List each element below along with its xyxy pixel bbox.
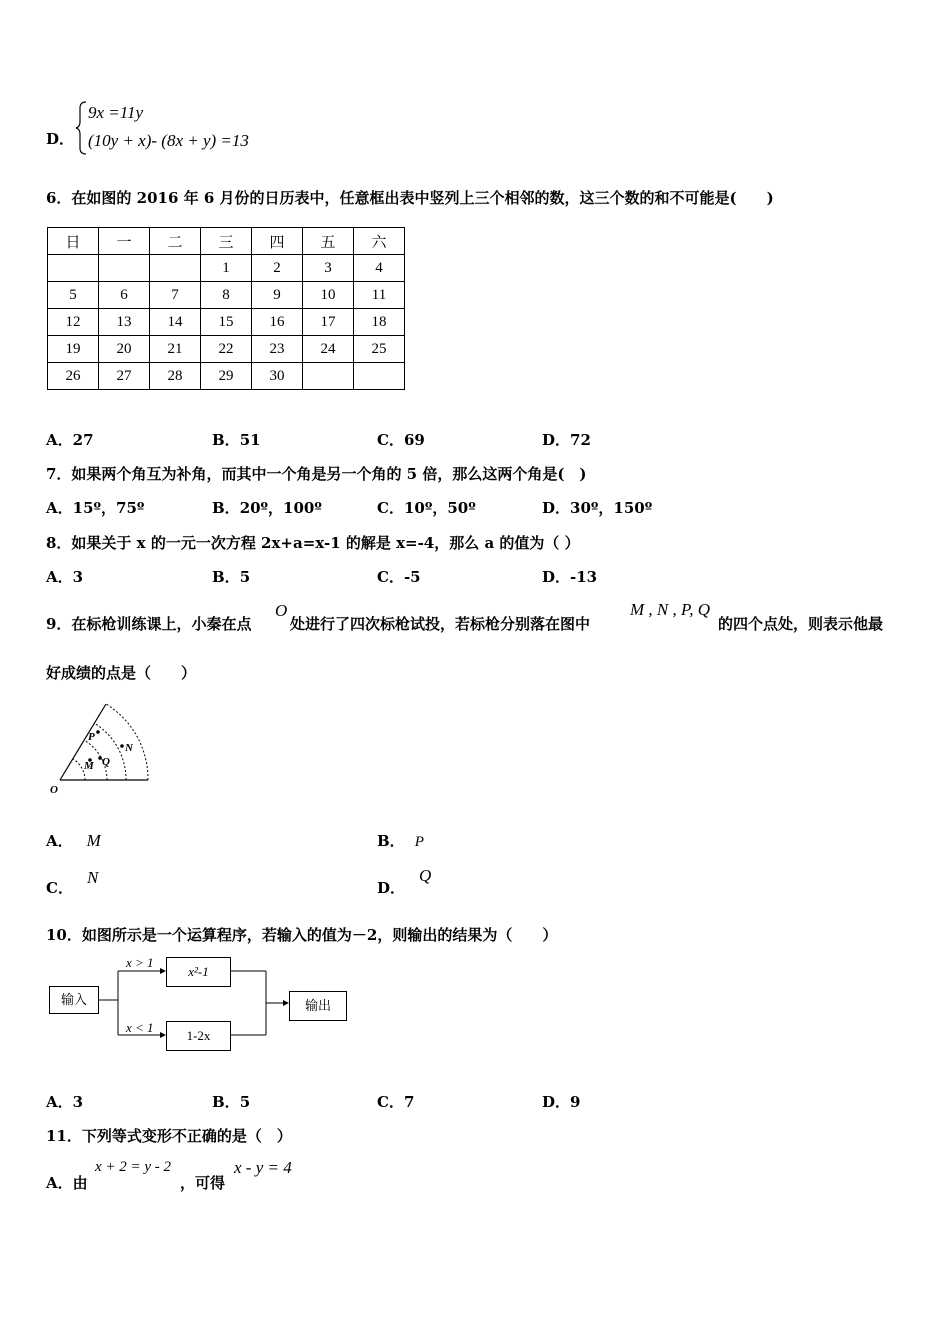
q6-question: 6．在如图的 2016 年 6 月份的日历表中，任意框出表中竖列上三个相邻的数，这三个数的和不可能是( ) xyxy=(46,189,774,207)
point-q-label: Q xyxy=(102,756,110,768)
option-label: B． xyxy=(212,568,240,586)
q9-question-part3: 的四个点处，则表示他最 xyxy=(718,615,884,633)
q9-point-o: O xyxy=(275,601,288,620)
calendar-cell: 29 xyxy=(201,363,252,390)
q6-option-d[interactable] xyxy=(542,429,591,450)
option-value: 69 xyxy=(403,431,425,449)
sector-side-line xyxy=(60,704,106,780)
q8-option-c[interactable] xyxy=(377,566,421,587)
option-label: D． xyxy=(542,1093,571,1111)
option-value: 72 xyxy=(570,431,591,449)
option-label: A． xyxy=(46,499,73,517)
calendar-header: 三 xyxy=(201,228,252,255)
calendar-header: 一 xyxy=(99,228,150,255)
option-value: 9 xyxy=(570,1093,581,1111)
option-value: M xyxy=(86,831,101,850)
option-label: C． xyxy=(377,568,404,586)
q11-option-a-label: A．由 xyxy=(46,1174,88,1192)
q11-option-a-mid: ，可得 xyxy=(180,1174,226,1192)
calendar-cell: 13 xyxy=(99,309,150,336)
point-p-dot xyxy=(96,730,100,734)
option-label: A． xyxy=(46,832,73,850)
calendar-cell: 16 xyxy=(252,309,303,336)
option-value: 7 xyxy=(403,1093,415,1111)
q6-option-b[interactable] xyxy=(212,429,261,450)
calendar-header: 二 xyxy=(150,228,201,255)
calendar-row xyxy=(48,282,405,309)
calendar-cell: 25 xyxy=(354,336,405,363)
javelin-sector-figure xyxy=(44,696,160,798)
q5-equation-2: (10y + x)- (8x + y) =13 xyxy=(88,131,249,150)
q9-question-line2: 好成绩的点是（ ） xyxy=(46,664,197,682)
calendar-row xyxy=(48,255,405,282)
q9-option-d[interactable] xyxy=(377,866,432,898)
calendar-cell: 11 xyxy=(354,282,405,309)
calendar-cell: 10 xyxy=(303,282,354,309)
calendar-cell: 9 xyxy=(252,282,303,309)
q11-question: 11．下列等式变形不正确的是（ ） xyxy=(46,1127,292,1145)
q9-option-c[interactable] xyxy=(46,868,99,898)
point-n-dot xyxy=(120,744,124,748)
point-p-label: P xyxy=(88,731,95,743)
calendar-cell: 12 xyxy=(48,309,99,336)
option-label: A． xyxy=(46,568,73,586)
option-label: B． xyxy=(377,832,405,850)
option-value: -5 xyxy=(403,568,421,586)
calendar-cell: 4 xyxy=(354,255,405,282)
calendar-cell: 23 xyxy=(252,336,303,363)
q8-option-b[interactable] xyxy=(212,566,250,587)
option-value: 5 xyxy=(239,1093,251,1111)
flow-expr-bottom-box: 1-2x xyxy=(166,1021,231,1051)
q7-option-b[interactable] xyxy=(212,497,322,518)
q9-question-part1: 9．在标枪训练课上，小秦在点 xyxy=(46,615,252,633)
calendar-cell: 6 xyxy=(99,282,150,309)
flow-input-box: 输入 xyxy=(49,986,99,1014)
q9-option-a[interactable] xyxy=(46,830,101,851)
option-value: 27 xyxy=(72,431,94,449)
brace-icon xyxy=(74,100,88,156)
q10-option-d[interactable] xyxy=(542,1091,580,1112)
q7-option-a[interactable] xyxy=(46,497,144,518)
point-o-label: O xyxy=(50,784,58,796)
q10-option-c[interactable] xyxy=(377,1091,414,1112)
option-value: N xyxy=(86,868,99,887)
calendar-cell xyxy=(99,255,150,282)
calendar-cell xyxy=(48,255,99,282)
option-value: 30º，150º xyxy=(570,499,653,517)
calendar-cell: 20 xyxy=(99,336,150,363)
q6-option-c[interactable] xyxy=(377,429,425,450)
calendar-cell: 5 xyxy=(48,282,99,309)
option-label: D． xyxy=(377,879,406,897)
q5-equation-1: 9x =11y xyxy=(88,103,144,122)
option-label: B． xyxy=(212,499,240,517)
option-value: 15º，75º xyxy=(72,499,145,517)
option-value: 3 xyxy=(72,1093,84,1111)
calendar-cell: 30 xyxy=(252,363,303,390)
calendar-cell: 7 xyxy=(150,282,201,309)
calendar-row xyxy=(48,363,405,390)
option-value: 5 xyxy=(239,568,251,586)
option-value: 20º，100º xyxy=(239,499,322,517)
q11-option-a-equation-1: x + 2 = y - 2 xyxy=(95,1159,172,1175)
calendar-cell: 21 xyxy=(150,336,201,363)
q9-points: M , N , P, Q xyxy=(630,600,710,619)
calendar-cell: 1 xyxy=(201,255,252,282)
calendar-row xyxy=(48,309,405,336)
option-label: C． xyxy=(377,499,404,517)
option-label: D． xyxy=(542,431,571,449)
q8-question: 8．如果关于 x 的一元一次方程 2x+a=x-1 的解是 x=-4，那么 a 的值为（ ） xyxy=(46,534,580,552)
option-label: D． xyxy=(542,499,571,517)
option-label: B． xyxy=(212,431,240,449)
calendar-cell xyxy=(354,363,405,390)
calendar-table xyxy=(47,227,405,390)
calendar-cell: 18 xyxy=(354,309,405,336)
calendar-cell xyxy=(303,363,354,390)
q10-option-b[interactable] xyxy=(212,1091,250,1112)
calendar-cell: 2 xyxy=(252,255,303,282)
option-label: C． xyxy=(377,431,404,449)
q11-option-a-equation-2: x - y = 4 xyxy=(234,1158,292,1177)
q10-question: 10．如图所示是一个运算程序，若输入的值为－2，则输出的结果为（ ） xyxy=(46,926,558,944)
flow-expr-top-box: x²-1 xyxy=(166,957,231,987)
calendar-cell: 19 xyxy=(48,336,99,363)
option-label: A． xyxy=(46,431,73,449)
q7-question: 7．如果两个角互为补角，而其中一个角是另一个角的 5 倍，那么这两个角是( ) xyxy=(46,465,587,483)
option-value: P xyxy=(414,834,424,850)
calendar-header: 四 xyxy=(252,228,303,255)
flow-condition-bottom: x < 1 xyxy=(126,1020,154,1035)
q9-option-b[interactable] xyxy=(377,830,424,851)
option-label: D． xyxy=(542,568,571,586)
q7-option-d[interactable] xyxy=(542,497,652,518)
q9-question-part2: 处进行了四次标枪试投，若标枪分别落在图中 xyxy=(290,615,591,633)
point-m-label: M xyxy=(84,760,94,772)
calendar-cell: 15 xyxy=(201,309,252,336)
calendar-cell xyxy=(150,255,201,282)
calendar-cell: 26 xyxy=(48,363,99,390)
q6-option-a[interactable] xyxy=(46,429,94,450)
calendar-header-row xyxy=(48,228,405,255)
option-value: 3 xyxy=(72,568,84,586)
flow-condition-top: x > 1 xyxy=(126,955,154,970)
calendar-cell: 8 xyxy=(201,282,252,309)
calendar-cell: 28 xyxy=(150,363,201,390)
calendar-cell: 27 xyxy=(99,363,150,390)
calendar-header: 六 xyxy=(354,228,405,255)
calendar-cell: 22 xyxy=(201,336,252,363)
option-value: 10º，50º xyxy=(403,499,476,517)
calendar-cell: 17 xyxy=(303,309,354,336)
calendar-header: 日 xyxy=(48,228,99,255)
q8-option-d[interactable] xyxy=(542,566,597,587)
q7-option-c[interactable] xyxy=(377,497,476,518)
calendar-cell: 3 xyxy=(303,255,354,282)
option-value: 51 xyxy=(239,431,261,449)
flow-output-box: 输出 xyxy=(289,991,347,1021)
option-label: A． xyxy=(46,1093,73,1111)
q10-option-a[interactable] xyxy=(46,1091,83,1112)
calendar-cell: 24 xyxy=(303,336,354,363)
q5-option-d-label: D． xyxy=(46,130,75,148)
option-label: C． xyxy=(46,879,73,897)
calendar-row xyxy=(48,336,405,363)
option-value: Q xyxy=(419,866,432,885)
option-value: -13 xyxy=(570,568,598,586)
q8-option-a[interactable] xyxy=(46,566,83,587)
calendar-cell: 14 xyxy=(150,309,201,336)
calendar-header: 五 xyxy=(303,228,354,255)
option-label: C． xyxy=(377,1093,404,1111)
option-label: B． xyxy=(212,1093,240,1111)
point-n-label: N xyxy=(125,742,133,754)
